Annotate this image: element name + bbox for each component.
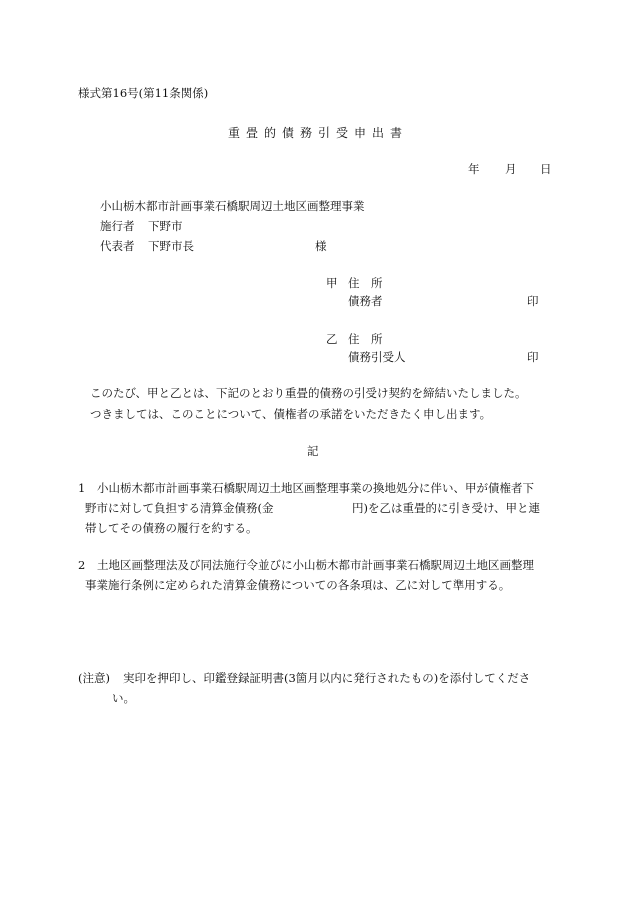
party-a-role-label: 債務者 — [348, 294, 383, 308]
party-b-address-label: 住 所 — [348, 332, 383, 346]
note-line-1: 実印を押印し、印鑑登録証明書(3箇月以内に発行されたもの)を添付してくださ — [123, 671, 531, 685]
party-a-marker: 甲 — [326, 276, 338, 290]
date-year-label: 年 — [468, 162, 480, 176]
representative-value: 下野市長 — [148, 239, 194, 253]
party-b-marker: 乙 — [326, 332, 338, 346]
executor-label: 施行者 — [100, 219, 135, 233]
item-1-line-3: 帯してその債務の履行を約する。 — [85, 521, 258, 535]
addressee-project: 小山栃木都市計画事業石橋駅周辺土地区画整理事業 — [100, 199, 365, 213]
body-line-2: つきましては、このことについて、債権者の承諾をいただきたく申し出ます。 — [90, 407, 492, 421]
item-1-line-2b: 円)を乙は重畳的に引き受け、甲と連 — [352, 501, 541, 515]
date-month-label: 月 — [505, 162, 517, 176]
party-b-role-label: 債務引受人 — [348, 350, 406, 364]
note-line-2: い。 — [112, 691, 135, 705]
party-b-seal: 印 — [527, 350, 539, 364]
document-title: 重畳的債務引受申出書 — [228, 126, 409, 140]
date-day-label: 日 — [540, 162, 552, 176]
party-a-seal: 印 — [527, 294, 539, 308]
item-1-number: 1 — [78, 481, 86, 495]
note-label: (注意) — [78, 671, 110, 685]
body-line-1: このたび、甲と乙とは、下記のとおり重畳的債務の引受け契約を締結いたしました。 — [90, 386, 527, 400]
executor-value: 下野市 — [148, 219, 183, 233]
honorific: 様 — [315, 239, 327, 253]
item-2-line-2: 事業施行条例に定められた清算金債務についての各条項は、乙に対して準用する。 — [85, 578, 511, 592]
item-2-number: 2 — [78, 558, 86, 572]
item-2-line-1: 土地区画整理法及び同法施行令並びに小山栃木都市計画事業石橋駅周辺土地区画整理 — [97, 558, 534, 572]
item-1-line-1: 小山栃木都市計画事業石橋駅周辺土地区画整理事業の換地処分に伴い、甲が債権者下 — [97, 481, 534, 495]
ki-marker: 記 — [307, 444, 319, 458]
item-1-line-2a: 野市に対して負担する清算金債務(金 — [85, 501, 274, 515]
representative-label: 代表者 — [100, 239, 135, 253]
party-a-address-label: 住 所 — [348, 276, 383, 290]
form-number: 様式第16号(第11条関係) — [78, 86, 209, 100]
